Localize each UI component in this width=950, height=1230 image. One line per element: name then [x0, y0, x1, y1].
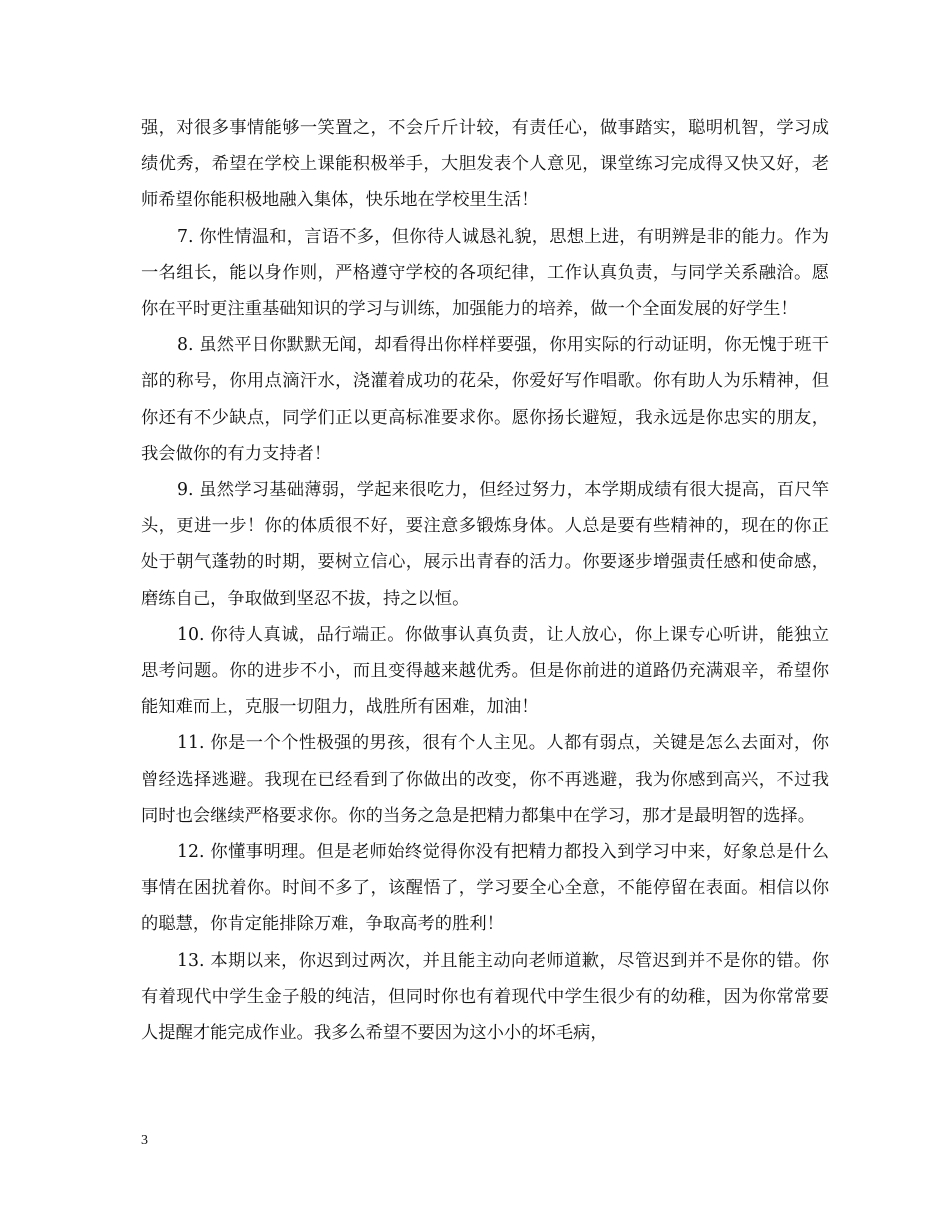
paragraph-continuation: 强，对很多事情能够一笑置之，不会斤斤计较，有责任心，做事踏实，聪明机智，学习成绩优秀，希望在学校上课能积极举手，大胆发表个人意见，课堂练习完成得又快又好，老师希望你能积极地融入集体，快乐地在学校里生活！ — [141, 118, 829, 211]
paragraph-comment-9: 9. 虽然学习基础薄弱，学起来很吃力，但经过努力，本学期成绩有很大提高，百尺竿头，更进一步！你的体质很不好，要注意多锻炼身体。人总是要有些精神的，现在的你正处于朝气蓬勃的时期，要树立信心，展示出青春的活力。你要逐步增强责任感和使命感，磨练自己，争取做到坚忍不拔，持之以恒。 — [141, 480, 829, 609]
paragraph-comment-11: 11. 你是一个个性极强的男孩，很有个人主见。人都有弱点，关键是怎么去面对，你曾经选择逃避。我现在已经看到了你做出的改变，你不再逃避，我为你感到高兴，不过我同时也会继续严格要求你。你的当务之急是把精力都集中在学习，那才是最明智的选择。 — [141, 733, 829, 826]
paragraph-comment-12: 12. 你懂事明理。但是老师始终觉得你没有把精力都投入到学习中来，好象总是什么事情在困扰着你。时间不多了，该醒悟了，学习要全心全意，不能停留在表面。相信以你的聪慧，你肯定能排除万难，争取高考的胜利！ — [141, 842, 829, 935]
paragraph-comment-13: 13. 本期以来，你迟到过两次，并且能主动向老师道歉，尽管迟到并不是你的错。你有着现代中学生金子般的纯洁，但同时你也有着现代中学生很少有的幼稚，因为你常常要人提醒才能完成作业。我多么希望不要因为这小小的坏毛病， — [141, 950, 829, 1044]
document-body — [141, 110, 829, 1051]
paragraph-comment-7: 7. 你性情温和，言语不多，但你待人诚恳礼貌，思想上进，有明辨是非的能力。作为一名组长，能以身作则，严格遵守学校的各项纪律，工作认真负责，与同学关系融洽。愿你在平时更注重基础知识的学习与训练，加强能力的培养，做一个全面发展的好学生！ — [141, 226, 829, 320]
page-number: 3 — [141, 1133, 148, 1148]
paragraph-comment-10: 10. 你待人真诚，品行端正。你做事认真负责，让人放心，你上课专心听讲，能独立思考问题。你的进步不小，而且变得越来越优秀。但是你前进的道路仍充满艰辛，希望你能知难而上，克服一切阻力，战胜所有困难，加油！ — [141, 624, 829, 718]
paragraph-comment-8: 8. 虽然平日你默默无闻，却看得出你样样要强，你用实际的行动证明，你无愧于班干部的称号，你用点滴汗水，浇灌着成功的花朵，你爱好写作唱歌。你有助人为乐精神，但你还有不少缺点，同学们正以更高标准要求你。愿你扬长避短，我永远是你忠实的朋友，我会做你的有力支持者！ — [141, 335, 829, 464]
